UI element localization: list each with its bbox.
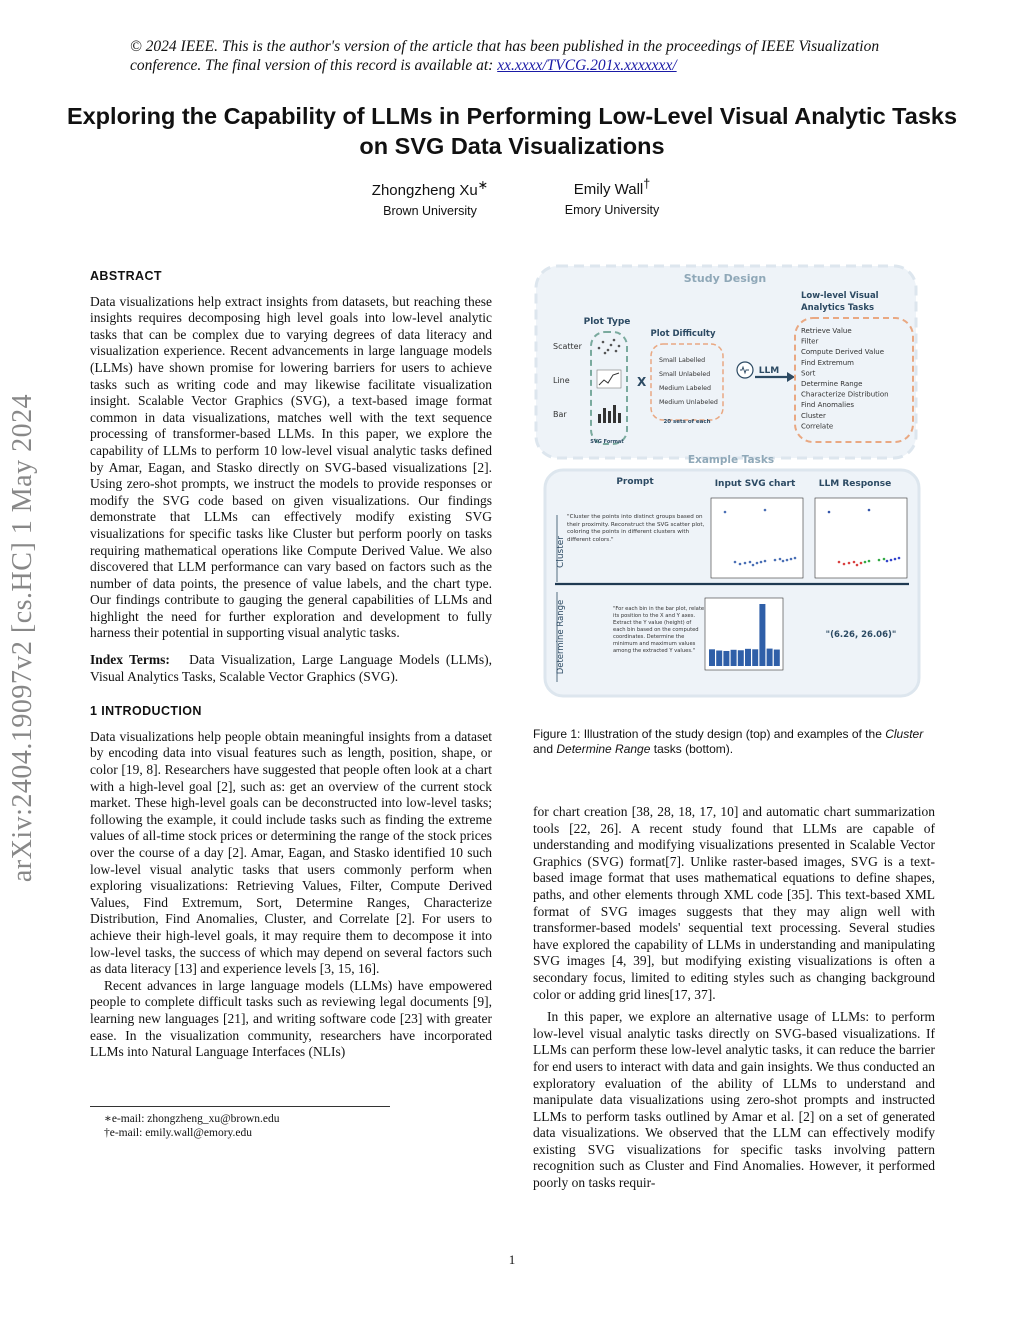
scatter-point <box>782 560 785 563</box>
scatter-point <box>878 559 881 562</box>
scatter-point <box>744 562 747 565</box>
tasks-title-line1: Low-level Visual <box>801 291 879 301</box>
scatter-point <box>794 557 797 560</box>
line-thumb-icon <box>597 370 621 388</box>
caption-end: tasks (bottom). <box>650 742 734 756</box>
footnote-rule <box>90 1106 390 1107</box>
range-bar <box>774 650 780 666</box>
plot-type-bar: Bar <box>553 410 567 419</box>
col-response: LLM Response <box>818 479 892 489</box>
llm-label: LLM <box>758 366 780 376</box>
difficulty-4: Medium Unlabeled <box>659 399 718 406</box>
scatter-point <box>856 564 859 567</box>
caption-lead: Figure 1: Illustration of the study design (top) and examples of the <box>533 727 886 741</box>
index-terms-text: Data Visualization, Large Language Models (LLMs), Visual Analytics Tasks, Scalable Vector Graphics (SVG). <box>90 652 493 684</box>
scatter-point <box>779 558 782 561</box>
scatter-point <box>894 558 897 561</box>
scatter-point <box>853 561 856 564</box>
difficulty-1: Small Labelled <box>659 357 706 364</box>
intro-p1: Data visualizations help people obtain meaningful insights from a dataset by encoding data into visual features such as length, position, shape, or color [19, 8]. Researchers have suggested that people often look at a chart with a high-level goal [2], such as: get an overview of the current stock market. These high-level goals can be deconstructed into low-level tasks; following the example, it could include tasks such as finding the extreme values of all-time stock prices or determining the range of the stock prices over the course of a day [2]. Amar, Eagan, and Stasko identified 10 such low-level visual analytic tasks that users commonly perform when exploring visualizations: Retrieving Values, Filter, Compute Derived Values, Find Extremum, Sort, Determine Ranges, Characterize Distribution, Find Anomalies, Cluster, and Correlate [2]. For users to achieve their high-level goals, it may require them to decompose it into low-level tasks, the success of which may depend on several factors such as data literacy [13] and experience levels [3, 15, 16]. <box>90 728 492 977</box>
abstract-heading: ABSTRACT <box>90 269 162 283</box>
right-p2: In this paper, we explore an alternative usage of LLMs: to perform low-level visual analytic tasks directly on SVG-based visualizations. If LLMs can perform these low-level analytic tasks, it can reduce the barrier for end users to interact with data and gain insights. We thus conducted an exploratory evaluation of the ability of LLMs to understand and manipulate data visualizations using zero-shot prompts and instructed LLMs to perform tasks outlined by Amar et al. [2] on a set of generated data visualizations. We observed that the LLM can effectively modify existing SVG visualizations for specific tasks involving pattern recognition such as Cluster and Find Anomalies. However, it performed poorly on tasks requir- <box>533 1009 935 1191</box>
scatter-point <box>764 509 767 512</box>
author-2 <box>512 177 712 217</box>
index-terms-label: Index Terms: <box>90 652 170 668</box>
difficulty-2: Small Unlabeled <box>659 371 711 378</box>
scatter-point <box>790 558 793 561</box>
col-input: Input SVG chart <box>714 479 796 489</box>
index-terms <box>90 652 492 685</box>
scatter-point <box>749 561 752 564</box>
doi-link[interactable]: xx.xxxx/TVCG.201x.xxxxxxx/ <box>497 57 677 74</box>
figure-1 <box>533 262 941 722</box>
author-2-name: Emily Wall <box>573 181 644 198</box>
scatter-point <box>724 511 727 514</box>
row-cluster-prompt: "Cluster the points into distinct groups based on their proximity. Reconstruct the SVG scatter plot, coloring the points in different clusters with different colors." <box>567 514 705 543</box>
scatter-point <box>756 562 759 565</box>
range-bar <box>738 650 744 666</box>
copyright-text: © 2024 IEEE. This is the author's version of the article that has been published in the proceedings of IEEE Visualization conference. The final version of this record is available at: <box>130 38 880 74</box>
task-item: Sort <box>801 369 816 378</box>
range-bar <box>745 649 751 666</box>
range-bar <box>709 649 715 666</box>
author-2-mark: † <box>643 177 651 191</box>
range-bar <box>723 651 729 666</box>
range-bar <box>716 651 722 667</box>
scatter-point <box>864 561 867 564</box>
range-bar <box>767 649 773 666</box>
author-1-affiliation: Brown University <box>383 204 477 218</box>
row-range-response: "(6.26, 26.06)" <box>825 630 897 640</box>
row-cluster-label: Cluster <box>556 536 566 568</box>
figure-caption <box>533 727 935 757</box>
footnote-1: ∗e-mail: zhongzheng_xu@brown.edu <box>104 1113 280 1125</box>
scatter-point <box>786 559 789 562</box>
task-item: Correlate <box>801 422 834 431</box>
scatter-point <box>734 561 737 564</box>
tasks-title-line2: Analytics Tasks <box>801 303 875 313</box>
row-cluster-prompt-box <box>567 514 713 570</box>
scatter-point <box>860 562 863 565</box>
task-item: Find Anomalies <box>801 401 855 410</box>
arxiv-stamp: arXiv:2404.19097v2 [cs.HC] 1 May 2024 <box>7 393 38 883</box>
scatter-point <box>848 562 851 565</box>
scatter-point <box>886 560 889 563</box>
scatter-point <box>883 558 886 561</box>
right-column <box>533 804 935 1192</box>
intro-heading: 1 INTRODUCTION <box>90 704 202 719</box>
sets-label: 20 sets of each <box>663 419 711 425</box>
cluster-input-chart <box>711 498 803 578</box>
plot-type-title: Plot Type <box>583 317 631 327</box>
task-item: Filter <box>801 337 819 346</box>
row-range-label: Determine Range <box>556 599 566 675</box>
plot-difficulty-title: Plot Difficulty <box>650 329 716 339</box>
range-bar <box>731 650 737 666</box>
caption-mid: and <box>533 742 557 756</box>
author-1-mark: ∗ <box>477 178 489 192</box>
plot-type-scatter: Scatter <box>553 342 582 351</box>
author-1 <box>330 177 530 218</box>
scatter-point <box>898 557 901 560</box>
llm-icon <box>737 362 753 378</box>
task-item: Determine Range <box>801 380 863 388</box>
scatter-point <box>739 563 742 566</box>
scatter-point <box>760 561 763 564</box>
caption-range: Determine Range <box>556 742 651 756</box>
row-range-prompt-box <box>613 606 705 662</box>
range-bar <box>759 604 765 666</box>
scatter-point <box>764 560 767 563</box>
page-number: 1 <box>508 1252 516 1267</box>
scatter-point <box>868 560 871 563</box>
plot-type-line: Line <box>553 376 570 385</box>
range-bar <box>752 649 758 666</box>
study-design-title: Study Design <box>683 272 767 285</box>
paper-title: Exploring the Capability of LLMs in Performing Low-Level Visual Analytic Tasks on SVG Data Visualizations <box>66 103 958 159</box>
scatter-point <box>843 563 846 566</box>
task-item: Characterize Distribution <box>801 390 889 399</box>
task-item: Cluster <box>801 411 826 420</box>
cluster-response-chart <box>815 498 907 578</box>
figure-1-svg <box>533 262 941 722</box>
intro-p2: Recent advances in large language models (LLMs) have empowered people to complete difficult tasks such as reviewing legal documents [9], learning new languages [21], and writing software code [23] with greater ease. In the visualization community, researchers have incorporated LLMs into Natural Language Interfaces (NLIs) <box>90 977 492 1060</box>
caption-cluster: Cluster <box>885 727 924 741</box>
row-range-prompt: "For each bin in the bar plot, relate its position to the X and Y axes. Extract the Y value (height) of each bin based on the computed coordinates. Determine the minimum and maximum values among the extracted Y values." <box>613 606 705 654</box>
task-item: Find Extremum <box>801 358 854 367</box>
copyright-notice <box>130 37 900 75</box>
col-prompt: Prompt <box>616 477 654 487</box>
task-item: Compute Derived Value <box>801 348 885 357</box>
svg-format-label: SVG Format <box>590 439 624 445</box>
scatter-point <box>774 559 777 562</box>
left-column <box>90 268 492 1061</box>
difficulty-3: Medium Labeled <box>659 385 712 392</box>
scatter-point <box>890 559 893 562</box>
author-1-name: Zhongzheng Xu <box>371 182 478 199</box>
scatter-point <box>752 564 755 567</box>
right-p1: for chart creation [38, 28, 18, 17, 10] and automatic chart summarization tools [22, 26]. A recent study found that LLMs are capable of understanding and modifying visualizations presented in Scalable Vector Graphics (SVG) format[7]. Unlike raster-based images, SVG is a text-based image format that uses mathematical equations to define shapes, paths, and other elements through XML code [35]. This text-based XML format of SVG images suggests that they may align well with transformer-based models' sequential text processing. Several studies have explored the capability of LLMs in understanding and manipulating SVG images [4, 39], but modifying existing visualizations is often a secondary focus, limited to editing styles such as changing background color or adding grid lines[17, 37]. <box>533 804 935 1002</box>
abstract-text: Data visualizations help extract insights from datasets, but reaching these insights requires decomposing high level goals into low-level analytic tasks that can be complex due to varying degrees of data literacy and visualization experience. Recent advancements in large language models (LLMs) have shown promise for lowering barriers for users to achieve tasks such as writing code and may likewise facilitate visualization insight. Scalable Vector Graphics (SVG), a text-based image format common in data visualizations, matches well with the text sequence processing of transformer-based LLMs. In this paper, we explore the capability of LLMs to perform 10 low-level visual analytic tasks defined by Amar, Eagan, and Stasko directly on SVG-based visualizations [2]. Using zero-shot prompts, we instruct the models to provide responses or modify the SVG code based on given visualizations. Our findings demonstrate that LLMs can effectively modify existing SVG visualizations for specific tasks like Cluster but perform poorly on tasks requiring mathematical operations like Compute Derived Value. We also discovered that LLM performance can vary based on factors such as the number of data points, the presence of value labels, and the chart type. Our findings contribute to gauging the general capabilities of LLMs and highlight the need for further exploration and development to fully harness their potential in supporting visual analytic tasks. <box>90 293 492 641</box>
footnote-2: †e-mail: emily.wall@emory.edu <box>104 1127 253 1139</box>
footnotes <box>104 1112 484 1140</box>
scatter-point <box>828 511 831 514</box>
author-2-affiliation: Emory University <box>564 203 660 217</box>
times-symbol: X <box>637 375 647 389</box>
task-item: Retrieve Value <box>801 327 852 335</box>
scatter-point <box>838 561 841 564</box>
example-tasks-title: Example Tasks <box>687 454 775 466</box>
scatter-point <box>868 509 871 512</box>
